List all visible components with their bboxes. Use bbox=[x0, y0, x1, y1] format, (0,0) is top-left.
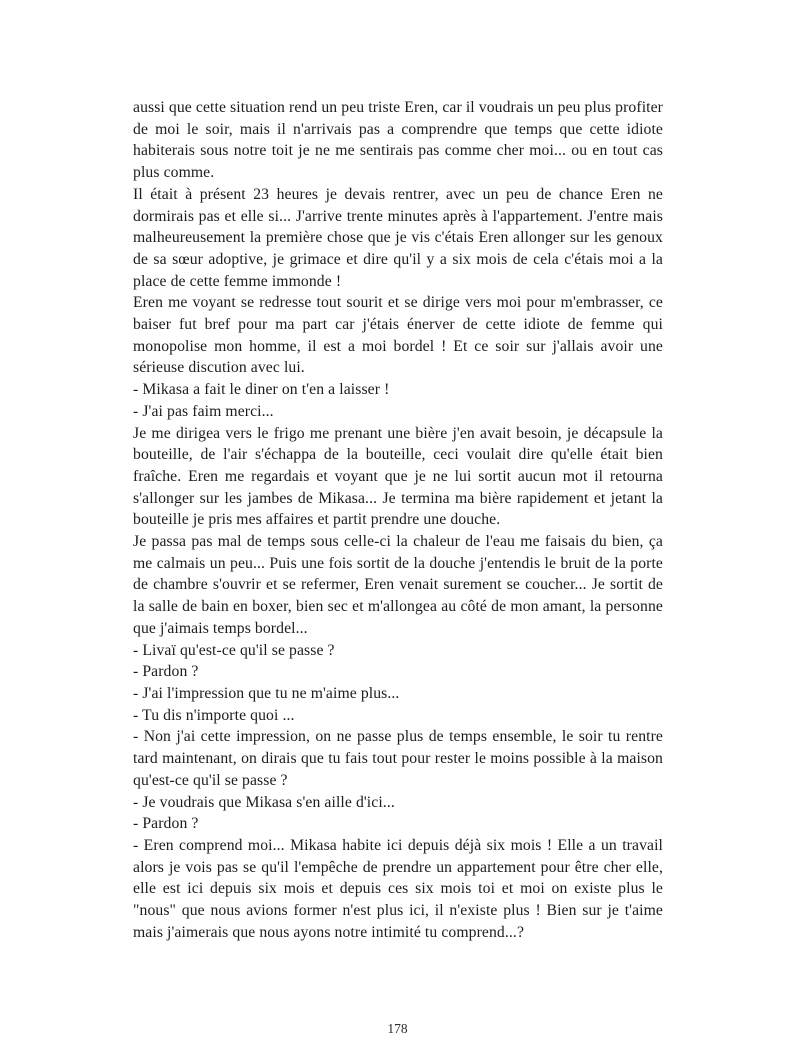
dialogue-line: - Livaï qu'est-ce qu'il se passe ? bbox=[133, 641, 335, 659]
paragraph: Eren me voyant se redresse tout sourit et se dirige vers moi pour m'embrasser, ce baiser fut bref pour ma part car j'étais énerver de cette idiote de femme qui monopolise mon homme, il est a moi bordel ! Et ce soir sur j'allais avoir une sérieuse discution avec lui. bbox=[133, 294, 663, 377]
paragraph: aussi que cette situation rend un peu triste Eren, car il voudrais un peu plus profiter de moi le soir, mais il n'arrivais pas a comprendre que temps que cette idiote habiterais sous notre toit je ne me sentirais pas comme cher moi... ou en tout cas plus comme. bbox=[133, 99, 663, 182]
dialogue-line: - Mikasa a fait le diner on t'en a laisser ! bbox=[133, 381, 390, 399]
page-number: 178 bbox=[387, 1021, 408, 1036]
dialogue-line: - Je voudrais que Mikasa s'en aille d'ici... bbox=[133, 793, 395, 811]
dialogue-line: - Pardon ? bbox=[133, 663, 199, 681]
paragraph: - Non j'ai cette impression, on ne passe plus de temps ensemble, le soir tu rentre tard maintenant, on dirais que tu fais tout pour rester le moins possible à la maison qu'est-ce qu'il se passe ? bbox=[133, 728, 663, 789]
paragraph: - Eren comprend moi... Mikasa habite ici depuis déjà six mois ! Elle a un travail alors je vois pas se qu'il l'empêche de prendre un appartement pour être cher elle, elle est ici depuis six mois et depuis ces six mois toi et moi on existe plus le "nous" que nous avions former n'est plus ici, il n'existe plus ! Bien sur je t'aime mais j'aimerais que nous ayons notre intimité tu comprend...? bbox=[133, 836, 663, 941]
paragraph: Je me dirigea vers le frigo me prenant une bière j'en avait besoin, je décapsule la bouteille, de l'air s'échappa de la bouteille, ceci voulait dire qu'elle était bien fraîche. Eren me regardais et voyant que je ne lui sortit aucun mot il retourna s'allonger sur les jambes de Mikasa... Je termina ma bière rapidement et jetant la bouteille je pris mes affaires et partit prendre une douche. bbox=[133, 424, 663, 529]
paragraph: Je passa pas mal de temps sous celle-ci la chaleur de l'eau me faisais du bien, ça me calmais un peu... Puis une fois sortit de la douche j'entendis le bruit de la porte de chambre s'ouvrir et se refermer, Eren venait surement se coucher... Je sortit de la salle de bain en boxer, bien sec et m'allongea au côté de mon amant, la personne que j'aimais temps bordel... bbox=[133, 533, 663, 637]
text-body bbox=[133, 97, 663, 943]
paragraph: Il était à présent 23 heures je devais rentrer, avec un peu de chance Eren ne dormirais pas et elle si... J'arrive trente minutes après à l'appartement. J'entre mais malheureusement la première chose que je vis c'étais Eren allonger sur les genoux de sa sœur adoptive, je grimace et dire qu'il y a six mois de cela c'étais moi a la place de cette femme immonde ! bbox=[133, 185, 663, 290]
dialogue-line: - Tu dis n'importe quoi ... bbox=[133, 706, 295, 724]
dialogue-line: - Pardon ? bbox=[133, 815, 199, 833]
dialogue-line: - J'ai l'impression que tu ne m'aime plus... bbox=[133, 684, 400, 702]
dialogue-line: - J'ai pas faim merci... bbox=[133, 402, 274, 420]
